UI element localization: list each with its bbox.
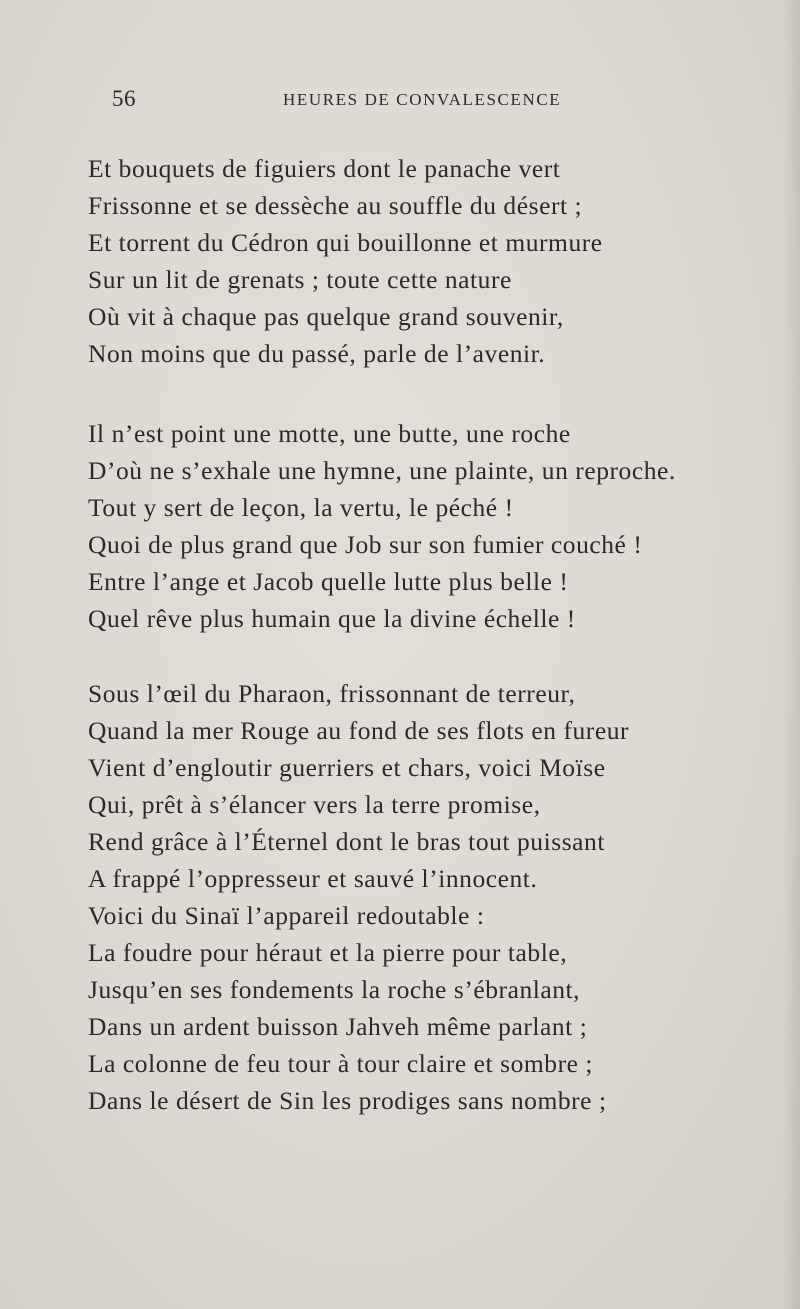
page-header xyxy=(0,86,800,116)
verse-line: Dans un ardent buisson Jahveh même parlant ; xyxy=(88,1012,588,1041)
stanza-1 xyxy=(88,150,603,372)
verse-line: La foudre pour héraut et la pierre pour table, xyxy=(88,938,568,967)
verse-line: Tout y sert de leçon, la vertu, le péché ! xyxy=(88,493,514,522)
verse-line: Qui, prêt à s’élancer vers la terre promise, xyxy=(88,790,541,819)
verse-line: Rend grâce à l’Éternel dont le bras tout puissant xyxy=(88,827,605,856)
verse-line: Et torrent du Cédron qui bouillonne et murmure xyxy=(88,228,603,257)
verse-line: Et bouquets de figuiers dont le panache vert xyxy=(88,154,561,183)
verse-line: Voici du Sinaï l’appareil redoutable : xyxy=(88,901,485,930)
verse-line: Jusqu’en ses fondements la roche s’ébranlant, xyxy=(88,975,581,1004)
stanza-3 xyxy=(88,675,629,1119)
verse-line: Vient d’engloutir guerriers et chars, voici Moïse xyxy=(88,753,606,782)
running-title: HEURES DE CONVALESCENCE xyxy=(283,90,562,109)
verse-line: Frissonne et se dessèche au souffle du désert ; xyxy=(88,191,583,220)
verse-line: Quel rêve plus humain que la divine échelle ! xyxy=(88,604,576,633)
verse-line: Sous l’œil du Pharaon, frissonnant de terreur, xyxy=(88,679,576,708)
stanza-2 xyxy=(88,415,676,637)
verse-line: Où vit à chaque pas quelque grand souvenir, xyxy=(88,302,564,331)
verse-line: Dans le désert de Sin les prodiges sans nombre ; xyxy=(88,1086,607,1115)
verse-line: D’où ne s’exhale une hymne, une plainte, un reproche. xyxy=(88,456,676,485)
verse-line: A frappé l’oppresseur et sauvé l’innocent. xyxy=(88,864,538,893)
verse-line: Il n’est point une motte, une butte, une roche xyxy=(88,419,571,448)
verse-line: La colonne de feu tour à tour claire et sombre ; xyxy=(88,1049,594,1078)
verse-line: Quoi de plus grand que Job sur son fumier couché ! xyxy=(88,530,643,559)
page-number: 56 xyxy=(112,86,136,111)
verse-line: Sur un lit de grenats ; toute cette nature xyxy=(88,265,512,294)
verse-line: Entre l’ange et Jacob quelle lutte plus belle ! xyxy=(88,567,569,596)
verse-line: Non moins que du passé, parle de l’avenir. xyxy=(88,339,546,368)
verse-line: Quand la mer Rouge au fond de ses flots en fureur xyxy=(88,716,630,745)
